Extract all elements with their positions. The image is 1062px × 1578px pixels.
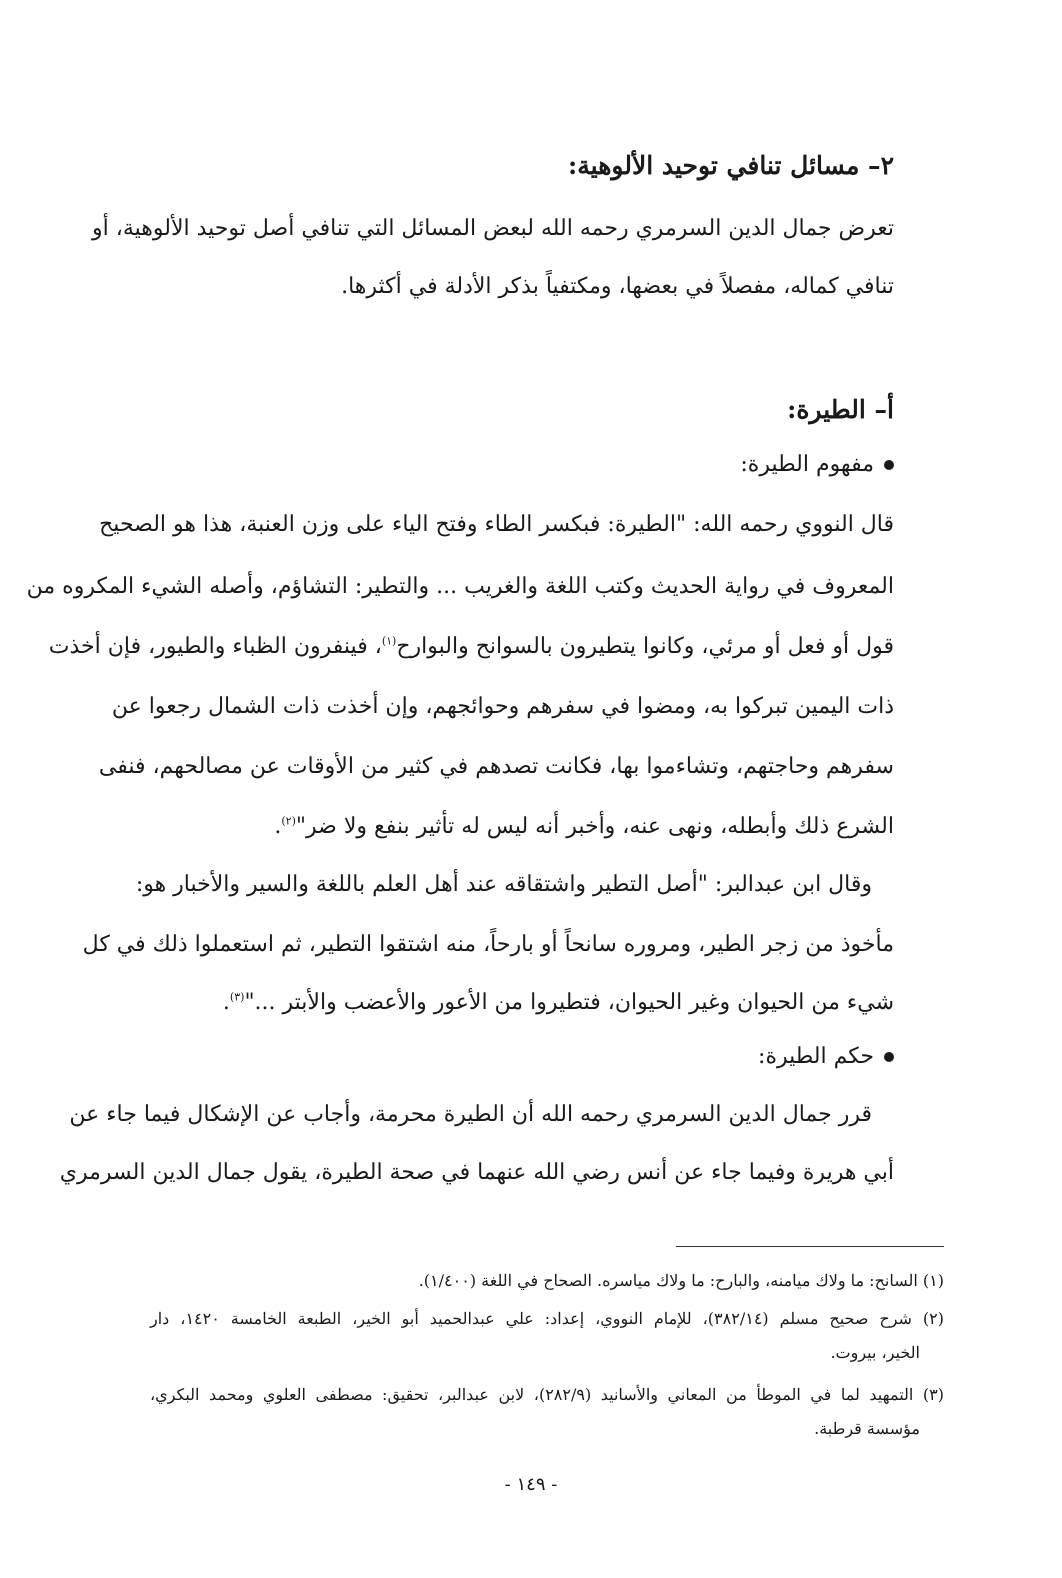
para1-line-6-text-b: . bbox=[274, 814, 282, 839]
bullet-icon bbox=[884, 460, 894, 470]
footnote-separator bbox=[676, 1246, 944, 1247]
para3-line-1: قرر جمال الدين السرمري رحمه الله أن الطيرة محرمة، وأجاب عن الإشكال فيما جاء عن bbox=[69, 1102, 872, 1127]
bullet-item-concept bbox=[740, 450, 894, 480]
bullet-label: حكم الطيرة: bbox=[758, 1044, 874, 1069]
footnote-3-continued: مؤسسة قرطبة. bbox=[814, 1419, 920, 1438]
footnote-1: (١) السانح: ما ولاك ميامنه، والبارح: ما ولاك مياسره. الصحاح في اللغة (١/٤٠٠). bbox=[418, 1271, 944, 1290]
para1-line-5: سفرهم وحاجتهم، وتشاءموا بها، فكانت تصدهم في كثير من الأوقات عن مصالحهم، فنفى bbox=[98, 754, 894, 779]
footnote-ref-2: (٢) bbox=[281, 814, 296, 828]
para2-line-3 bbox=[150, 988, 894, 1018]
para2-line-1: وقال ابن عبدالبر: "أصل التطير واشتقاقه عند أهل العلم باللغة والسير والأخبار هو: bbox=[135, 872, 872, 897]
bullet-label: مفهوم الطيرة: bbox=[740, 452, 874, 477]
para1-line-3-text-a: قول أو فعل أو مرئي، وكانوا يتطيرون بالسوانح والبوارح bbox=[396, 634, 894, 659]
para1-line-4: ذات اليمين تبركوا به، ومضوا في سفرهم وحوائجهم، وإن أخذت ذات الشمال رجعوا عن bbox=[111, 694, 894, 719]
page-number: - ١٤٩ - bbox=[504, 1474, 558, 1495]
footnote-2-continued: الخير، بيروت. bbox=[830, 1343, 920, 1362]
para1-line-3 bbox=[48, 632, 894, 662]
para3-line-2: أبي هريرة وفيما جاء عن أنس رضي الله عنهما في صحة الطيرة، يقول جمال الدين السرمري bbox=[59, 1160, 894, 1185]
subsection-heading: أ– الطيرة: bbox=[787, 395, 894, 424]
bullet-icon bbox=[884, 1052, 894, 1062]
para2-line-3-text-a: شيء من الحيوان وغير الحيوان، فتطيروا من الأعور والأعضب والأبتر ..." bbox=[244, 990, 894, 1015]
section-heading: ٢– مسائل تنافي توحيد الألوهية: bbox=[568, 151, 894, 180]
intro-line-2: تنافي كماله، مفصلاً في بعضها، ومكتفياً بذكر الأدلة في أكثرها. bbox=[341, 274, 894, 299]
para2-line-3-text-b: . bbox=[222, 990, 230, 1015]
para1-line-2: المعروف في رواية الحديث وكتب اللغة والغريب ... والتطير: التشاؤم، وأصله الشيء المكروه من bbox=[26, 574, 894, 599]
para1-line-3-text-b: ، فينفرون الظباء والطيور، فإن أخذت bbox=[48, 634, 382, 659]
intro-line-1: تعرض جمال الدين السرمري رحمه الله لبعض المسائل التي تنافي أصل توحيد الألوهية، أو bbox=[92, 216, 894, 241]
footnote-ref-1: (١) bbox=[381, 634, 397, 648]
para2-line-2: مأخوذ من زجر الطير، ومروره سانحاً أو بارحاً، منه اشتقوا التطير، ثم استعملوا ذلك في كل bbox=[82, 932, 894, 957]
para1-line-1: قال النووي رحمه الله: "الطيرة: فبكسر الطاء وفتح الياء على وزن العنبة، هذا هو الصحيح bbox=[99, 512, 894, 537]
footnote-ref-3: (٣) bbox=[229, 990, 245, 1004]
para1-line-6-text-a: الشرع ذلك وأبطله، ونهى عنه، وأخبر أنه ليس له تأثير بنفع ولا ضر" bbox=[295, 814, 894, 839]
footnote-3: (٣) التمهيد لما في الموطأ من المعاني والأسانيد (٢٨٢/٩)، لابن عبدالبر، تحقيق: مصطفى العلوي ومحمد البكري، bbox=[150, 1385, 945, 1404]
para1-line-6 bbox=[150, 812, 894, 842]
bullet-item-ruling bbox=[758, 1042, 894, 1072]
footnote-2: (٢) شرح صحيح مسلم (٣٨٢/١٤)، للإمام النووي، إعداد: علي عبدالحميد أبو الخير، الطبعة الخامسة ١٤٢٠، دار bbox=[150, 1309, 945, 1328]
